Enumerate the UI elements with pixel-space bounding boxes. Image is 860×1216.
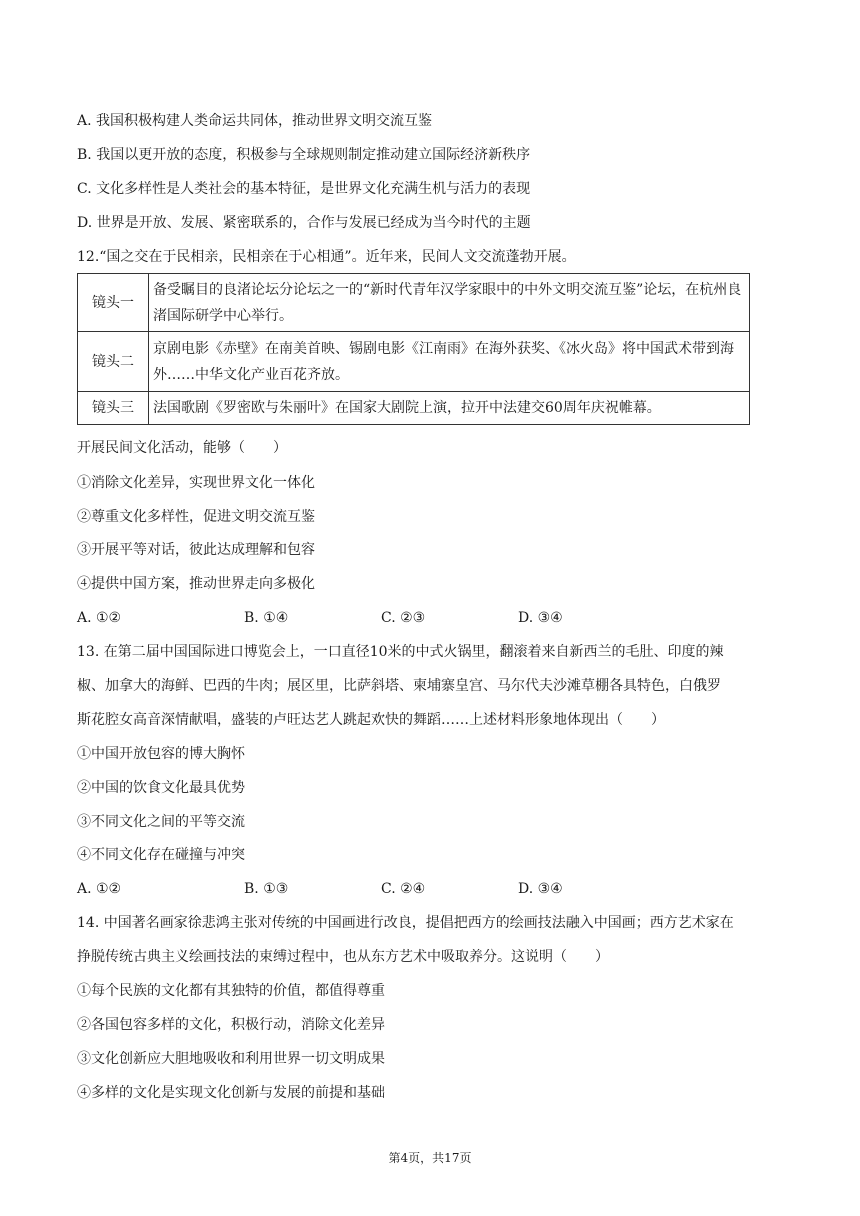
q14-item: ③文化创新应大胆地吸收和利用世界一切文明成果 xyxy=(77,1051,385,1067)
q13-choices xyxy=(77,879,717,899)
q14-item: ①每个民族的文化都有其独特的价值，都值得尊重 xyxy=(77,983,385,999)
option-a: A. 我国积极构建人类命运共同体，推动世界文明交流互鉴 xyxy=(77,113,433,129)
choice-a: A. ①② xyxy=(77,881,122,897)
q12-shots-table xyxy=(77,273,750,425)
option-b: B. 我国以更开放的态度，积极参与全球规则制定推动建立国际经济新秩序 xyxy=(77,147,531,163)
shot-text: 法国歌剧《罗密欧与朱丽叶》在国家大剧院上演，拉开中法建交60周年庆祝帷幕。 xyxy=(149,392,750,425)
choice-c: C. ②③ xyxy=(381,610,426,626)
q12-item: ①消除文化差异，实现世界文化一体化 xyxy=(77,475,315,491)
q13-item: ②中国的饮食文化最具优势 xyxy=(77,780,245,796)
q13-stem-line: 椒、加拿大的海鲜、巴西的牛肉；展区里，比萨斜塔、柬埔寨皇宫、马尔代夫沙滩草棚各具特色，白俄罗 xyxy=(77,678,721,694)
q13-item: ①中国开放包容的博大胸怀 xyxy=(77,746,245,762)
choice-b: B. ①④ xyxy=(244,610,289,626)
q14-item: ④多样的文化是实现文化创新与发展的前提和基础 xyxy=(77,1085,385,1101)
q14-stem-line: 挣脱传统古典主义绘画技法的束缚过程中，也从东方艺术中吸取养分。这说明（ ） xyxy=(77,949,609,965)
table-row xyxy=(78,332,750,392)
choice-d: D. ③④ xyxy=(518,610,563,626)
q13-item: ④不同文化存在碰撞与冲突 xyxy=(77,847,245,863)
q12-item: ②尊重文化多样性，促进文明交流互鉴 xyxy=(77,509,315,525)
page-number: 第4页，共17页 xyxy=(388,1151,472,1165)
option-d: D. 世界是开放、发展、紧密联系的，合作与发展已经成为当今时代的主题 xyxy=(77,215,531,231)
q12-stem: 12.“国之交在于民相亲，民相亲在于心相通”。近年来，民间人文交流蓬勃开展。 xyxy=(77,249,576,265)
shot-label: 镜头一 xyxy=(78,274,149,332)
table-row xyxy=(78,392,750,425)
shot-text: 京剧电影《赤壁》在南美首映、锡剧电影《江南雨》在海外获奖、《冰火岛》将中国武术带到海外……中华文化产业百花齐放。 xyxy=(149,332,750,392)
q12-question: 开展民间文化活动，能够（ ） xyxy=(77,440,287,456)
q14-stem-line: 14. 中国著名画家徐悲鸿主张对传统的中国画进行改良，提倡把西方的绘画技法融入中国画；西方艺术家在 xyxy=(77,915,734,931)
q13-stem-line: 13. 在第二届中国国际进口博览会上，一口直径10米的中式火锅里，翻滚着来自新西兰的毛肚、印度的辣 xyxy=(77,644,724,660)
q12-choices xyxy=(77,608,717,628)
q14-item: ②各国包容多样的文化，积极行动，消除文化差异 xyxy=(77,1017,385,1033)
shot-text: 备受瞩目的良渚论坛分论坛之一的“新时代青年汉学家眼中的中外文明交流互鉴”论坛，在杭州良渚国际研学中心举行。 xyxy=(149,274,750,332)
choice-d: D. ③④ xyxy=(518,881,563,897)
q13-item: ③不同文化之间的平等交流 xyxy=(77,814,245,830)
choice-c: C. ②④ xyxy=(381,881,426,897)
choice-a: A. ①② xyxy=(77,610,122,626)
shot-label: 镜头三 xyxy=(78,392,149,425)
option-c: C. 文化多样性是人类社会的基本特征，是世界文化充满生机与活力的表现 xyxy=(77,181,531,197)
q12-item: ④提供中国方案，推动世界走向多极化 xyxy=(77,576,315,592)
choice-b: B. ①③ xyxy=(244,881,289,897)
table-row xyxy=(78,274,750,332)
shot-label: 镜头二 xyxy=(78,332,149,392)
q12-item: ③开展平等对话，彼此达成理解和包容 xyxy=(77,542,315,558)
q13-stem-line: 斯花腔女高音深情献唱，盛装的卢旺达艺人跳起欢快的舞蹈……上述材料形象地体现出（ ） xyxy=(77,712,665,728)
